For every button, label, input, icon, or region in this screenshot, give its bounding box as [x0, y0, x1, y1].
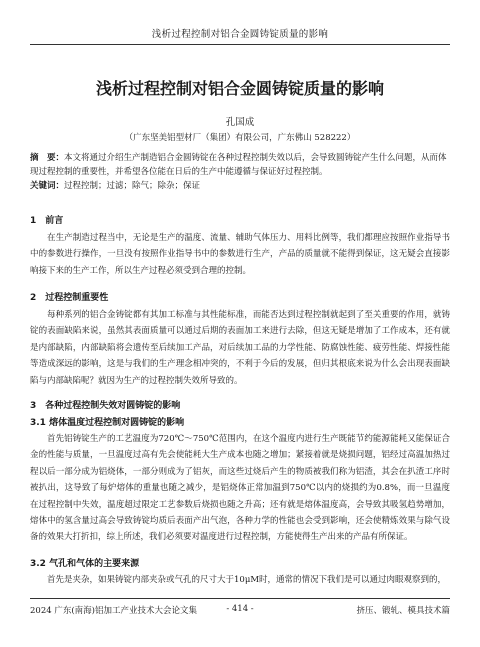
- footer-proceedings: 2024 广东(南海)铝加工产业技术大会论文集: [30, 606, 197, 616]
- abstract: [30, 151, 450, 179]
- abstract-text: 本文将通过介绍生产制造铝合金圆铸锭在各种过程控制失效以后，会导致圆铸锭产生什么问题，从而体现过程控制的重要性，并希望各位能在日后的生产中能遵循与保证好过程控制。: [30, 153, 447, 177]
- affiliation: （广东坚美铝型材厂（集团）有限公司，广东佛山 528222）: [124, 133, 356, 143]
- keywords: [30, 179, 450, 193]
- section-3-1-heading: 3.1 熔体温度过程控制对圆铸锭的影响: [30, 418, 185, 428]
- section-3-2-heading: 3.2 气孔和气体的主要来源: [30, 559, 140, 569]
- section-3-heading: 3 各种过程控制失效对圆铸锭的影响: [30, 401, 181, 411]
- page-number: - 414 -: [226, 604, 254, 614]
- paper-title: 浅析过程控制对铝合金圆铸锭质量的影响: [95, 79, 384, 98]
- section-3-1-text: 首先铝铸锭生产的工艺温度为720℃～750℃范围内，在这个温度内进行生产既能节约能源能耗又能保证合金的性能与质量，一旦温度过高有先会使能耗大生产成本也随之增加；紧接着就是烧损问题，铝经过高温加热过程以后一部分成为铝烧体，一部分则成为了铝灰，而这些过烧后产生的物质被我们称为铝渣，其会在扒渣工序时被扒出，这导致了每炉熔体的重量也随之减少，是铝烧体正常加温到750℃以内的烧损约为0.8%，而一旦温度在过程控制中失效，温度超过限定工艺参数后烧损也随之升高；还有就是熔体温度高，会导致其吸氢趋势增加，熔体中的氢含量过高会导致铸锭均质后表面产出气泡，各种力学的性能也会受到影响，还会使精炼效果与除气设备的效果大打折扣，综上所述，我们必须要对温度进行过程控制，方能使得生产出来的产品有所保证。: [30, 434, 450, 543]
- footer-section-name: 挤压、锻轧、模具技术篇: [356, 606, 450, 616]
- keywords-label: 关键词：: [30, 181, 65, 191]
- footer-rule: [30, 598, 450, 599]
- section-2-text: 每种系列的铝合金铸锭都有其加工标准与其性能标准，而能否达到过程控制就起到了至关重要的作用，就铸锭的表面缺陷来说，虽然其表面质量可以通过后期的表面加工来进行去除，但这无疑是增加了工作成本，还有就是内部缺陷，内部缺陷将会遗传至后续加工产品，对后续加工品的力学性能、防腐蚀性能、疲劳性能、焊接性能等造成深远的影响，这是与我们的生产理念相冲突的，不利于今后的发展，但归其根底来说为什么会出现表面缺陷与内部缺陷呢？就因为生产的过程控制失效所导致的。: [30, 310, 450, 386]
- section-1-heading: 1 前言: [30, 216, 64, 226]
- keywords-text: 过程控制；过滤；除气；除杂；保证: [64, 181, 201, 191]
- section-1-text: 在生产制造过程当中，无论是生产的温度、流量、辅助气体压力、用料比例等，我们都理应按照作业指导书中的参数进行操作，一旦没有按照作业指导书中的参数进行生产，产品的质量就不能得到保证，这无疑会直接影响接下来的生产工作，所以生产过程必须受到合理的控制。: [30, 233, 450, 276]
- section-3-2-text: 首先是夹杂，如果铸锭内部夹杂或气孔的尺寸大于10μM时，通常的情况下我们是可以通过肉眼观察到的，: [47, 575, 447, 585]
- section-2-heading: 2 过程控制重要性: [30, 293, 109, 303]
- header-rule: [30, 44, 450, 45]
- running-head: 浅析过程控制对铝合金圆铸锭质量的影响: [151, 29, 329, 40]
- author: 孔国成: [225, 117, 255, 128]
- abstract-label: 摘 要：: [30, 153, 65, 163]
